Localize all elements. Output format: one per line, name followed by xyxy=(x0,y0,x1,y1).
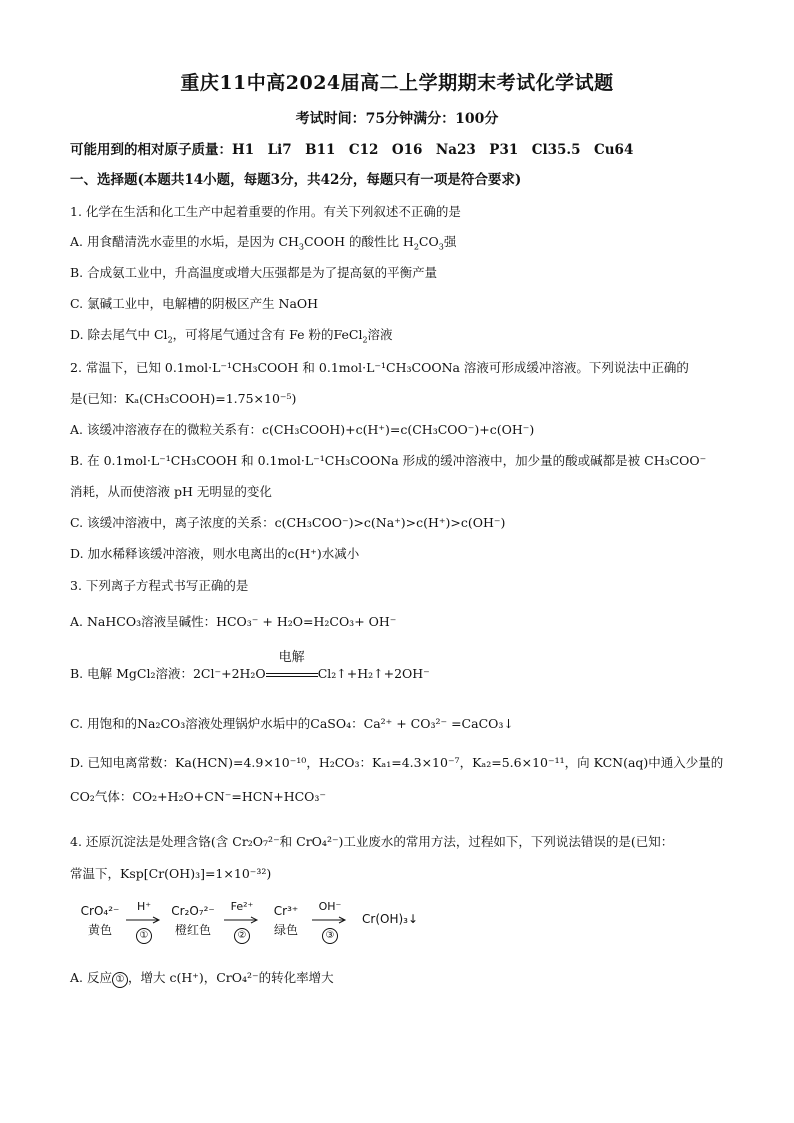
q3-option-d-line-1: D. 已知电离常数：Ka(HCN)=4.9×10⁻¹⁰，H₂CO₃：Kₐ₁=4.3×10⁻⁷，Kₐ₂=5.6×10⁻¹¹，向 KCN(aq)中通入少量的 xyxy=(70,755,724,770)
arrow-step-1 xyxy=(126,900,162,944)
q1-option-c: C. 氯碱工业中，电解槽的阴极区产生 NaOH xyxy=(70,296,319,311)
q2-stem-line-2: 是(已知：Kₐ(CH₃COOH)=1.75×10⁻⁵) xyxy=(70,391,297,406)
q3-stem: 3. 下列离子方程式书写正确的是 xyxy=(70,578,249,593)
arrow-icon xyxy=(224,916,260,924)
page-title: 重庆11中高2024届高二上学期期末考试化学试题 xyxy=(180,72,614,94)
reagent-h-plus: H⁺ xyxy=(136,900,152,913)
exam-info: 考试时间：75分钟满分：100分 xyxy=(295,111,499,127)
reagent-oh-minus: OH⁻ xyxy=(318,900,342,913)
reaction-flow-diagram xyxy=(78,900,478,954)
q3-option-a: A. NaHCO₃溶液呈碱性：HCO₃⁻ + H₂O=H₂CO₃+ OH⁻ xyxy=(70,614,397,629)
q3-option-c: C. 用饱和的Na₂CO₃溶液处理锅炉水垢中的CaSO₄：Ca²⁺ + CO₃²⁻ =CaCO₃↓ xyxy=(70,716,514,731)
electrolysis-condition xyxy=(266,650,318,684)
q1-option-a: A. 用食醋清洗水壶里的水垢，是因为 $CH_3COOH$ 的酸性比 $H_2CO_3$强 xyxy=(70,234,457,252)
node-chromate-formula: CrO₄²⁻ xyxy=(80,904,120,918)
node-chromium-ion-color: 绿色 xyxy=(273,923,298,937)
q2-stem-line-1: 2. 常温下，已知 0.1mol·L⁻¹CH₃COOH 和 0.1mol·L⁻¹CH₃COONa 溶液可形成缓冲溶液。下列说法中正确的 xyxy=(70,360,689,375)
node-dichromate-color: 橙红色 xyxy=(174,923,211,937)
q4-a-step-marker: ① xyxy=(112,972,128,988)
q1-a-text-4: 强 xyxy=(443,234,457,249)
q4-a-text-1: A. 反应 xyxy=(70,970,112,985)
arrow-icon xyxy=(312,916,348,924)
q2-option-a: A. 该缓冲溶液存在的微粒关系有：c(CH₃COOH)+c(H⁺)=c(CH₃COO⁻)+c(OH⁻) xyxy=(70,422,535,437)
q2-option-d: D. 加水稀释该缓冲溶液，则水电离出的c(H⁺)水减小 xyxy=(70,546,360,561)
q2-option-c: C. 该缓冲溶液中，离子浓度的关系：c(CH₃COO⁻)>c(Na⁺)>c(H⁺)>c(OH⁻) xyxy=(70,515,506,530)
q4-option-a xyxy=(70,968,730,988)
section-heading: 一、选择题(本题共14小题，每题3分，共42分，每题只有一项是符合要求) xyxy=(70,172,522,188)
q1-d-text-3: 溶液 xyxy=(367,327,393,342)
q4-stem-line-2: 常温下，Ksp[Cr(OH)₃]=1×10⁻³²) xyxy=(70,866,272,881)
step-3-marker: ③ xyxy=(322,928,338,944)
q4-a-text-2: ，增大 c(H⁺)，CrO₄²⁻的转化率增大 xyxy=(127,970,334,985)
q4-stem-line-1: 4. 还原沉淀法是处理含铬(含 Cr₂O₇²⁻和 CrO₄²⁻)工业废水的常用方法，过程如下，下列说法错误的是(已知： xyxy=(70,834,674,849)
arrow-step-2 xyxy=(224,900,260,944)
q1-a-text-3: CO xyxy=(418,234,439,249)
q3-option-d-line-2: CO₂气体：CO₂+H₂O+CN⁻=HCN+HCO₃⁻ xyxy=(70,789,327,804)
equals-sign xyxy=(266,673,318,677)
q1-option-d: D. 除去尾气中 $Cl_2$，可将尾气通过含有 Fe 粉的FeCl$_2$溶液 xyxy=(70,327,393,345)
node-chromate-color: 黄色 xyxy=(87,923,112,937)
reagent-fe2-plus: Fe²⁺ xyxy=(230,900,254,913)
q2-option-b-line-2: 消耗，从而使溶液 pH 无明显的变化 xyxy=(70,484,272,499)
node-dichromate xyxy=(168,904,218,938)
node-dichromate-formula: Cr₂O₇²⁻ xyxy=(171,904,215,918)
arrow-icon xyxy=(126,916,162,924)
node-chromium-ion-formula: Cr³⁺ xyxy=(273,904,299,918)
node-chromate xyxy=(78,904,122,938)
electrolysis-label: 电解 xyxy=(278,650,305,665)
q1-a-text-1: A. 用食醋清洗水壶里的水垢，是因为 CH xyxy=(70,234,299,249)
q1-d-text-2: ，可将尾气通过含有 Fe 粉的FeCl xyxy=(172,327,363,342)
atomic-mass-line: 可能用到的相对原子质量：H1 Li7 B11 C12 O16 Na23 P31 Cl35.5 Cu64 xyxy=(70,142,634,158)
node-chromium-ion xyxy=(268,904,304,938)
step-1-marker: ① xyxy=(136,928,152,944)
q1-option-b: B. 合成氨工业中，升高温度或增大压强都是为了提高氨的平衡产量 xyxy=(70,265,438,280)
q1-a-text-2: COOH 的酸性比 H xyxy=(304,234,414,249)
arrow-step-3 xyxy=(312,900,348,944)
q3-option-b xyxy=(70,650,730,684)
step-2-marker: ② xyxy=(234,928,250,944)
q2-option-b-line-1: B. 在 0.1mol·L⁻¹CH₃COOH 和 0.1mol·L⁻¹CH₃COONa 形成的缓冲溶液中，加少量的酸或碱都是被 CH₃COO⁻ xyxy=(70,453,707,468)
q1-d-text-1: D. 除去尾气中 Cl xyxy=(70,327,168,342)
node-hydroxide-precipitate: Cr(OH)₃↓ xyxy=(362,912,419,926)
q3-b-text-2: Cl₂↑+H₂↑+2OH⁻ xyxy=(317,666,430,681)
q3-b-text-1: B. 电解 MgCl₂溶液：2Cl⁻+2H₂O xyxy=(70,666,266,681)
q1-stem: 1. 化学在生活和化工生产中起着重要的作用。有关下列叙述不正确的是 xyxy=(70,204,461,219)
